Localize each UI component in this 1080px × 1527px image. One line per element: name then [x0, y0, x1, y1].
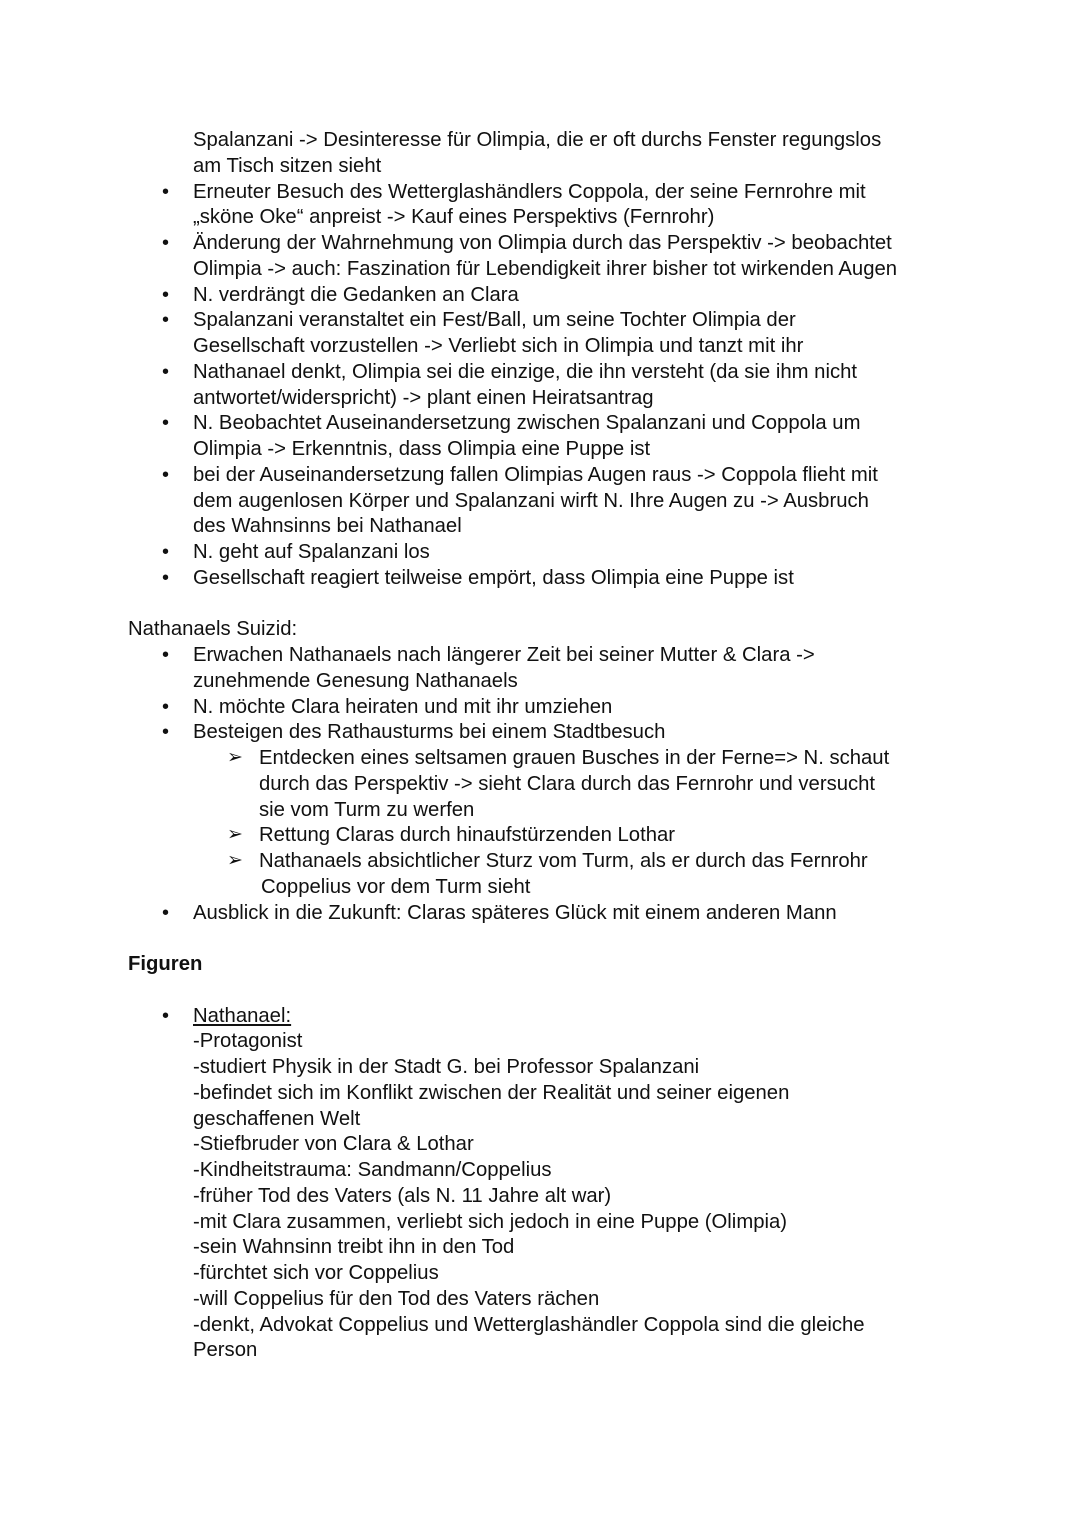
text-line — [0, 437, 1080, 463]
text-line — [0, 540, 1080, 566]
list-item — [0, 566, 1080, 592]
text-line — [0, 308, 1080, 334]
text-line — [0, 128, 1080, 154]
line-text: Spalanzani -> Desinteresse für Olimpia, die er oft durchs Fenster regungslos — [193, 129, 882, 151]
line-text: Entdecken eines seltsamen grauen Busches in der Ferne=> N. schaut — [259, 747, 890, 769]
line-text: geschaffenen Welt — [193, 1107, 361, 1130]
bullet-icon: • — [162, 180, 170, 203]
bullet-icon: • — [162, 360, 170, 383]
list-item — [0, 411, 1080, 463]
text-line — [0, 411, 1080, 437]
text-line — [0, 1055, 1080, 1081]
line-text: zunehmende Genesung Nathanaels — [193, 669, 518, 692]
line-text: -Kindheitstrauma: Sandmann/Coppelius — [193, 1159, 552, 1181]
list-item — [0, 128, 1080, 180]
line-text: Gesellschaft vorzustellen -> Verliebt sich in Olimpia und tanzt mit ihr — [193, 335, 804, 357]
section-heading — [0, 952, 1080, 978]
blank-line — [0, 592, 1080, 618]
section-heading — [0, 617, 1080, 643]
text-line — [0, 901, 1080, 927]
line-text: Figuren — [128, 953, 203, 975]
arrow-bullet-icon: ➢ — [227, 747, 243, 768]
line-text: -denkt, Advokat Coppelius und Wetterglashändler Coppola sind die gleiche — [193, 1313, 865, 1336]
line-text: -befindet sich im Konflikt zwischen der Realität und seiner eigenen — [193, 1081, 790, 1104]
line-text: N. geht auf Spalanzani los — [193, 541, 430, 563]
line-text: Person — [193, 1339, 258, 1362]
text-line — [0, 823, 1080, 849]
list-item — [0, 360, 1080, 412]
list-item — [0, 643, 1080, 695]
text-line — [0, 720, 1080, 746]
line-text: Coppelius vor dem Turm sieht — [261, 875, 531, 898]
bullet-icon: • — [162, 412, 170, 435]
text-line — [0, 514, 1080, 540]
line-text: -früher Tod des Vaters (als N. 11 Jahre alt war) — [193, 1184, 612, 1207]
line-text: Nathanaels Suizid: — [128, 618, 298, 641]
text-line — [0, 617, 1080, 643]
line-text: Spalanzani veranstaltet ein Fest/Ball, um seine Tochter Olimpia der — [193, 309, 796, 332]
document-page — [0, 128, 1080, 1364]
text-line — [0, 231, 1080, 257]
line-text: Änderung der Wahrnehmung von Olimpia durch das Perspektiv -> beobachtet — [193, 232, 892, 254]
line-text: dem augenlosen Körper und Spalanzani wirft N. Ihre Augen zu -> Ausbruch — [193, 489, 869, 512]
line-text: Nathanael: — [193, 1004, 292, 1027]
bullet-icon: • — [162, 283, 170, 306]
line-text: -will Coppelius für den Tod des Vaters rächen — [193, 1287, 600, 1310]
text-line — [0, 1029, 1080, 1055]
line-text: Gesellschaft reagiert teilweise empört, dass Olimpia eine Puppe ist — [193, 566, 794, 589]
text-line — [0, 1081, 1080, 1107]
text-line — [0, 1235, 1080, 1261]
list-item — [0, 823, 1080, 849]
text-line — [0, 1287, 1080, 1313]
line-text: sie vom Turm zu werfen — [259, 798, 475, 821]
bullet-icon: • — [162, 541, 170, 563]
line-text: N. verdrängt die Gedanken an Clara — [193, 283, 519, 306]
list-item — [0, 695, 1080, 721]
list-item — [0, 308, 1080, 360]
line-text: Erwachen Nathanaels nach längerer Zeit bei seiner Mutter & Clara -> — [193, 644, 815, 666]
text-line — [0, 875, 1080, 901]
line-text: bei der Auseinandersetzung fallen Olimpias Augen raus -> Coppola flieht mit — [193, 463, 878, 486]
text-line — [0, 283, 1080, 309]
bullet-icon: • — [162, 309, 170, 332]
line-text: -sein Wahnsinn treibt ihn in den Tod — [193, 1236, 515, 1259]
text-line — [0, 1313, 1080, 1339]
bullet-icon: • — [162, 721, 170, 744]
line-text: -fürchtet sich vor Coppelius — [193, 1262, 439, 1284]
arrow-bullet-icon: ➢ — [227, 824, 243, 846]
text-line — [0, 386, 1080, 412]
line-text: Nathanaels absichtlicher Sturz vom Turm, als er durch das Fernrohr — [259, 850, 868, 872]
text-line — [0, 695, 1080, 721]
bullet-icon: • — [162, 232, 170, 254]
text-line — [0, 669, 1080, 695]
line-text: N. Beobachtet Auseinandersetzung zwischen Spalanzani und Coppola um — [193, 412, 861, 435]
list-item — [0, 463, 1080, 540]
text-line — [0, 334, 1080, 360]
list-item — [0, 231, 1080, 283]
bullet-icon: • — [162, 695, 170, 718]
line-text: am Tisch sitzen sieht — [193, 154, 382, 177]
text-line — [0, 952, 1080, 978]
line-text: des Wahnsinns bei Nathanael — [193, 515, 462, 538]
line-text: Olimpia -> Erkenntnis, dass Olimpia eine Puppe ist — [193, 438, 651, 460]
list-item — [0, 720, 1080, 746]
list-item — [0, 901, 1080, 927]
list-item — [0, 283, 1080, 309]
text-line — [0, 1338, 1080, 1364]
text-line — [0, 1210, 1080, 1236]
text-line — [0, 257, 1080, 283]
line-text: -Stiefbruder von Clara & Lothar — [193, 1133, 474, 1156]
text-line — [0, 180, 1080, 206]
bullet-icon: • — [162, 1004, 170, 1027]
text-line — [0, 643, 1080, 669]
bullet-icon: • — [162, 644, 170, 666]
text-line — [0, 566, 1080, 592]
text-line — [0, 1184, 1080, 1210]
text-line — [0, 1107, 1080, 1133]
line-text: -mit Clara zusammen, verliebt sich jedoch in eine Puppe (Olimpia) — [193, 1210, 788, 1233]
line-text: Ausblick in die Zukunft: Claras späteres Glück mit einem anderen Mann — [193, 901, 837, 924]
blank-line — [0, 978, 1080, 1004]
line-text: „sköne Oke“ anpreist -> Kauf eines Perspektivs (Fernrohr) — [193, 206, 715, 229]
line-text: Olimpia -> auch: Faszination für Lebendigkeit ihrer bisher tot wirkenden Augen — [193, 257, 898, 280]
text-line — [0, 1132, 1080, 1158]
text-line — [0, 463, 1080, 489]
list-item — [0, 1004, 1080, 1365]
line-text: Rettung Claras durch hinaufstürzenden Lothar — [259, 824, 676, 847]
line-text: durch das Perspektiv -> sieht Clara durch das Fernrohr und versucht — [259, 772, 876, 795]
text-line — [0, 360, 1080, 386]
line-text: Besteigen des Rathausturms bei einem Stadtbesuch — [193, 721, 666, 744]
text-line — [0, 798, 1080, 824]
text-line — [0, 1004, 1080, 1030]
blank-line — [0, 926, 1080, 952]
text-line — [0, 849, 1080, 875]
text-line — [0, 1261, 1080, 1287]
line-text: antwortet/widerspricht) -> plant einen Heiratsantrag — [193, 386, 654, 409]
line-text: -Protagonist — [193, 1030, 303, 1053]
line-text: Erneuter Besuch des Wetterglashändlers Coppola, der seine Fernrohre mit — [193, 180, 866, 203]
line-text: -studiert Physik in der Stadt G. bei Professor Spalanzani — [193, 1056, 700, 1078]
text-line — [0, 489, 1080, 515]
list-item — [0, 180, 1080, 232]
arrow-bullet-icon: ➢ — [227, 850, 243, 871]
list-item — [0, 849, 1080, 901]
text-line — [0, 154, 1080, 180]
bullet-icon: • — [162, 566, 170, 589]
text-line — [0, 1158, 1080, 1184]
line-text: Nathanael denkt, Olimpia sei die einzige, die ihn versteht (da sie ihm nicht — [193, 360, 858, 383]
text-line — [0, 746, 1080, 772]
text-line — [0, 205, 1080, 231]
line-text: N. möchte Clara heiraten und mit ihr umziehen — [193, 695, 613, 718]
bullet-icon: • — [162, 901, 170, 924]
bullet-icon: • — [162, 463, 170, 486]
text-line — [0, 772, 1080, 798]
list-item — [0, 540, 1080, 566]
list-item — [0, 746, 1080, 823]
